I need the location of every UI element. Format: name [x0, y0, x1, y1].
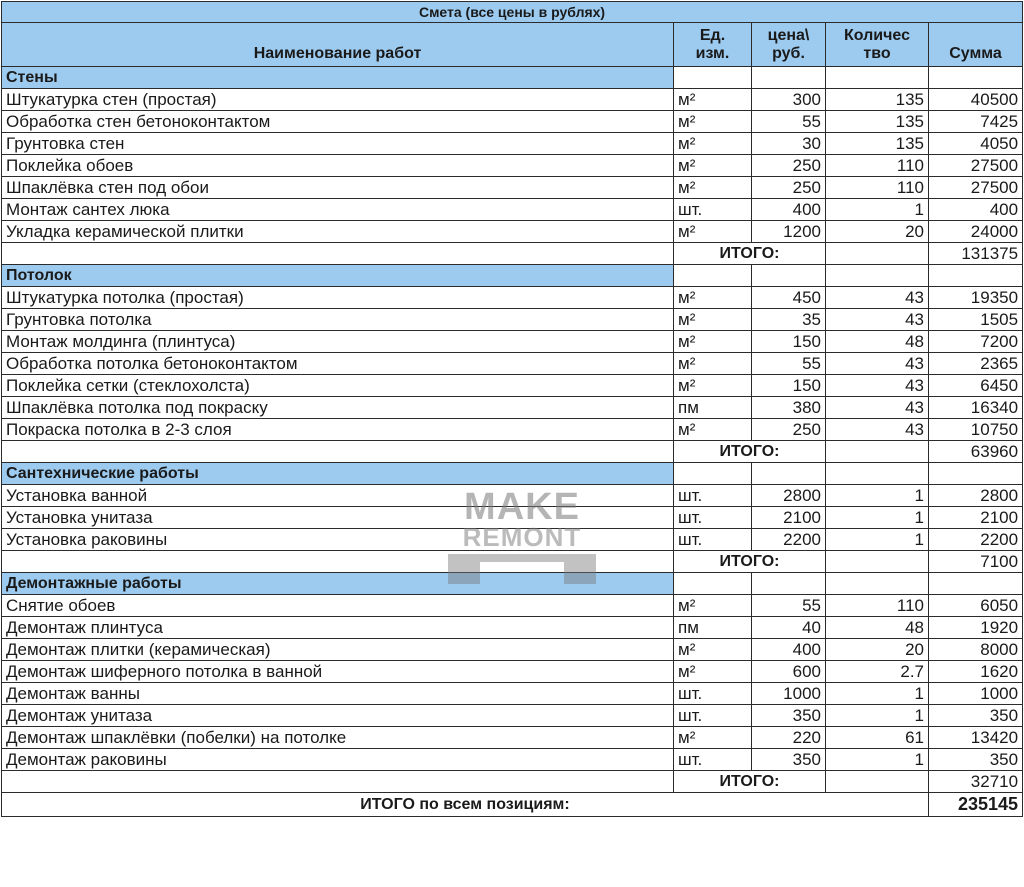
work-sum: 400: [929, 199, 1023, 221]
subtotal-label: ИТОГО:: [674, 441, 826, 463]
header-unit: Ед. изм.: [674, 23, 752, 67]
work-name: Демонтаж плитки (керамическая): [2, 639, 674, 661]
work-price: 40: [752, 617, 826, 639]
work-price: 150: [752, 375, 826, 397]
section-name: Сантехнические работы: [2, 463, 674, 485]
work-sum: 27500: [929, 155, 1023, 177]
work-name: Шпаклёвка потолка под покраску: [2, 397, 674, 419]
work-name: Установка ванной: [2, 485, 674, 507]
work-unit: шт.: [674, 683, 752, 705]
subtotal-row: [2, 771, 1023, 793]
work-price: 450: [752, 287, 826, 309]
work-name: Демонтаж унитаза: [2, 705, 674, 727]
work-name: Демонтаж плинтуса: [2, 617, 674, 639]
section-empty-unit: [674, 67, 752, 89]
table-row: [2, 353, 1023, 375]
section-empty-sum: [929, 573, 1023, 595]
work-sum: 8000: [929, 639, 1023, 661]
work-name: Демонтаж ванны: [2, 683, 674, 705]
header-sum: Сумма: [929, 23, 1023, 67]
watermark-line1: MAKE: [464, 486, 580, 528]
subtotal-value: 63960: [929, 441, 1023, 463]
table-row: [2, 617, 1023, 639]
work-unit: шт.: [674, 485, 752, 507]
work-unit: шт.: [674, 199, 752, 221]
title-row: [2, 2, 1023, 23]
table-row: [2, 749, 1023, 771]
section-empty-sum: [929, 265, 1023, 287]
work-qty: 110: [826, 155, 929, 177]
work-price: 55: [752, 595, 826, 617]
work-price: 220: [752, 727, 826, 749]
work-name: Монтаж молдинга (плинтуса): [2, 331, 674, 353]
work-unit: м²: [674, 639, 752, 661]
work-name: Шпаклёвка стен под обои: [2, 177, 674, 199]
work-qty: 20: [826, 221, 929, 243]
table-row: [2, 199, 1023, 221]
header-qty: Количес тво: [826, 23, 929, 67]
work-sum: 1620: [929, 661, 1023, 683]
work-qty: 1: [826, 683, 929, 705]
work-unit: м²: [674, 287, 752, 309]
work-sum: 13420: [929, 727, 1023, 749]
section-name: Демонтажные работы: [2, 573, 674, 595]
work-unit: м²: [674, 221, 752, 243]
work-unit: пм: [674, 397, 752, 419]
subtotal-value: 131375: [929, 243, 1023, 265]
work-price: 2200: [752, 529, 826, 551]
work-name: Поклейка сетки (стеклохолста): [2, 375, 674, 397]
work-qty: 135: [826, 111, 929, 133]
subtotal-row: [2, 243, 1023, 265]
work-qty: 43: [826, 419, 929, 441]
table-row: [2, 397, 1023, 419]
work-price: 250: [752, 155, 826, 177]
work-sum: 6450: [929, 375, 1023, 397]
work-sum: 16340: [929, 397, 1023, 419]
subtotal-empty: [826, 243, 929, 265]
work-name: Укладка керамической плитки: [2, 221, 674, 243]
work-sum: 1920: [929, 617, 1023, 639]
section-name: Стены: [2, 67, 674, 89]
section-empty-qty: [826, 573, 929, 595]
work-qty: 110: [826, 177, 929, 199]
table-row: [2, 331, 1023, 353]
work-qty: 43: [826, 397, 929, 419]
work-price: 380: [752, 397, 826, 419]
section-empty-qty: [826, 265, 929, 287]
grand-total-label: ИТОГО по всем позициям:: [2, 793, 929, 817]
work-qty: 1: [826, 705, 929, 727]
work-unit: м²: [674, 419, 752, 441]
section-empty-qty: [826, 67, 929, 89]
work-sum: 4050: [929, 133, 1023, 155]
table-row: [2, 111, 1023, 133]
work-sum: 24000: [929, 221, 1023, 243]
work-price: 250: [752, 177, 826, 199]
work-unit: шт.: [674, 749, 752, 771]
work-qty: 43: [826, 353, 929, 375]
table-row: [2, 661, 1023, 683]
work-name: Снятие обоев: [2, 595, 674, 617]
work-qty: 43: [826, 375, 929, 397]
work-qty: 1: [826, 529, 929, 551]
watermark-line2: REMONT: [462, 522, 582, 552]
work-price: 400: [752, 199, 826, 221]
subtotal-empty: [826, 551, 929, 573]
table-row: [2, 595, 1023, 617]
table-row: [2, 639, 1023, 661]
work-name: Поклейка обоев: [2, 155, 674, 177]
work-price: 30: [752, 133, 826, 155]
work-qty: 1: [826, 749, 929, 771]
work-name: Обработка стен бетоноконтактом: [2, 111, 674, 133]
section-empty-unit: [674, 265, 752, 287]
work-qty: 110: [826, 595, 929, 617]
work-price: 1000: [752, 683, 826, 705]
subtotal-spacer: [2, 243, 674, 265]
work-qty: 2.7: [826, 661, 929, 683]
work-qty: 48: [826, 331, 929, 353]
work-price: 400: [752, 639, 826, 661]
work-qty: 43: [826, 287, 929, 309]
work-sum: 10750: [929, 419, 1023, 441]
section-header-row: [2, 265, 1023, 287]
work-name: Обработка потолка бетоноконтактом: [2, 353, 674, 375]
work-sum: 2365: [929, 353, 1023, 375]
section-header-row: [2, 463, 1023, 485]
work-sum: 40500: [929, 89, 1023, 111]
work-price: 35: [752, 309, 826, 331]
section-empty-price: [752, 265, 826, 287]
work-sum: 2100: [929, 507, 1023, 529]
work-price: 2800: [752, 485, 826, 507]
table-row: [2, 177, 1023, 199]
work-price: 2100: [752, 507, 826, 529]
work-name: Покраска потолка в 2-3 слоя: [2, 419, 674, 441]
work-price: 150: [752, 331, 826, 353]
subtotal-label: ИТОГО:: [674, 551, 826, 573]
section-empty-price: [752, 573, 826, 595]
work-name: Штукатурка стен (простая): [2, 89, 674, 111]
section-empty-price: [752, 463, 826, 485]
section-empty-unit: [674, 573, 752, 595]
table-row: [2, 683, 1023, 705]
work-name: Штукатурка потолка (простая): [2, 287, 674, 309]
work-name: Монтаж сантех люка: [2, 199, 674, 221]
grand-total-value: 235145: [929, 793, 1023, 817]
table-row: [2, 419, 1023, 441]
work-qty: 1: [826, 507, 929, 529]
table-row: [2, 133, 1023, 155]
work-qty: 1: [826, 485, 929, 507]
section-empty-unit: [674, 463, 752, 485]
work-qty: 135: [826, 89, 929, 111]
work-price: 300: [752, 89, 826, 111]
work-sum: 2200: [929, 529, 1023, 551]
subtotal-value: 7100: [929, 551, 1023, 573]
work-qty: 48: [826, 617, 929, 639]
table-row: [2, 375, 1023, 397]
header-row: [2, 23, 1023, 67]
work-unit: м²: [674, 89, 752, 111]
table-row: [2, 485, 1023, 507]
subtotal-spacer: [2, 551, 674, 573]
header-name: Наименование работ: [2, 23, 674, 67]
work-sum: 350: [929, 749, 1023, 771]
work-sum: 1505: [929, 309, 1023, 331]
work-price: 55: [752, 111, 826, 133]
table-row: [2, 727, 1023, 749]
work-sum: 27500: [929, 177, 1023, 199]
table-row: [2, 155, 1023, 177]
subtotal-label: ИТОГО:: [674, 243, 826, 265]
work-unit: м²: [674, 353, 752, 375]
section-header-row: [2, 573, 1023, 595]
work-price: 350: [752, 749, 826, 771]
work-unit: м²: [674, 727, 752, 749]
work-sum: 6050: [929, 595, 1023, 617]
work-sum: 1000: [929, 683, 1023, 705]
work-name: Демонтаж шиферного потолка в ванной: [2, 661, 674, 683]
work-unit: м²: [674, 661, 752, 683]
work-qty: 61: [826, 727, 929, 749]
work-qty: 43: [826, 309, 929, 331]
subtotal-value: 32710: [929, 771, 1023, 793]
table-row: [2, 221, 1023, 243]
section-header-row: [2, 67, 1023, 89]
work-unit: шт.: [674, 507, 752, 529]
work-name: Демонтаж раковины: [2, 749, 674, 771]
work-name: Установка раковины: [2, 529, 674, 551]
work-price: 600: [752, 661, 826, 683]
section-empty-qty: [826, 463, 929, 485]
work-name: Грунтовка стен: [2, 133, 674, 155]
subtotal-row: [2, 551, 1023, 573]
subtotal-label: ИТОГО:: [674, 771, 826, 793]
work-name: Демонтаж шпаклёвки (побелки) на потолке: [2, 727, 674, 749]
table-row: [2, 507, 1023, 529]
work-sum: 7200: [929, 331, 1023, 353]
grand-total-row: [2, 793, 1023, 817]
work-unit: м²: [674, 111, 752, 133]
work-qty: 135: [826, 133, 929, 155]
work-name: Грунтовка потолка: [2, 309, 674, 331]
work-qty: 20: [826, 639, 929, 661]
work-unit: шт.: [674, 529, 752, 551]
work-unit: м²: [674, 177, 752, 199]
estimate-title: Смета (все цены в рублях): [2, 2, 1023, 23]
header-price: цена\ руб.: [752, 23, 826, 67]
work-unit: шт.: [674, 705, 752, 727]
estimate-table: [1, 1, 1023, 817]
table-row: [2, 309, 1023, 331]
table-row: [2, 287, 1023, 309]
work-unit: м²: [674, 331, 752, 353]
work-price: 55: [752, 353, 826, 375]
work-unit: м²: [674, 595, 752, 617]
work-sum: 350: [929, 705, 1023, 727]
subtotal-empty: [826, 771, 929, 793]
work-sum: 2800: [929, 485, 1023, 507]
work-unit: м²: [674, 375, 752, 397]
section-empty-sum: [929, 463, 1023, 485]
section-empty-price: [752, 67, 826, 89]
section-empty-sum: [929, 67, 1023, 89]
work-price: 250: [752, 419, 826, 441]
work-name: Установка унитаза: [2, 507, 674, 529]
work-price: 350: [752, 705, 826, 727]
work-unit: м²: [674, 309, 752, 331]
table-row: [2, 89, 1023, 111]
section-name: Потолок: [2, 265, 674, 287]
subtotal-spacer: [2, 441, 674, 463]
work-qty: 1: [826, 199, 929, 221]
table-row: [2, 705, 1023, 727]
work-price: 1200: [752, 221, 826, 243]
work-unit: пм: [674, 617, 752, 639]
work-unit: м²: [674, 155, 752, 177]
subtotal-empty: [826, 441, 929, 463]
work-unit: м²: [674, 133, 752, 155]
work-sum: 19350: [929, 287, 1023, 309]
table-row: [2, 529, 1023, 551]
subtotal-row: [2, 441, 1023, 463]
work-sum: 7425: [929, 111, 1023, 133]
subtotal-spacer: [2, 771, 674, 793]
